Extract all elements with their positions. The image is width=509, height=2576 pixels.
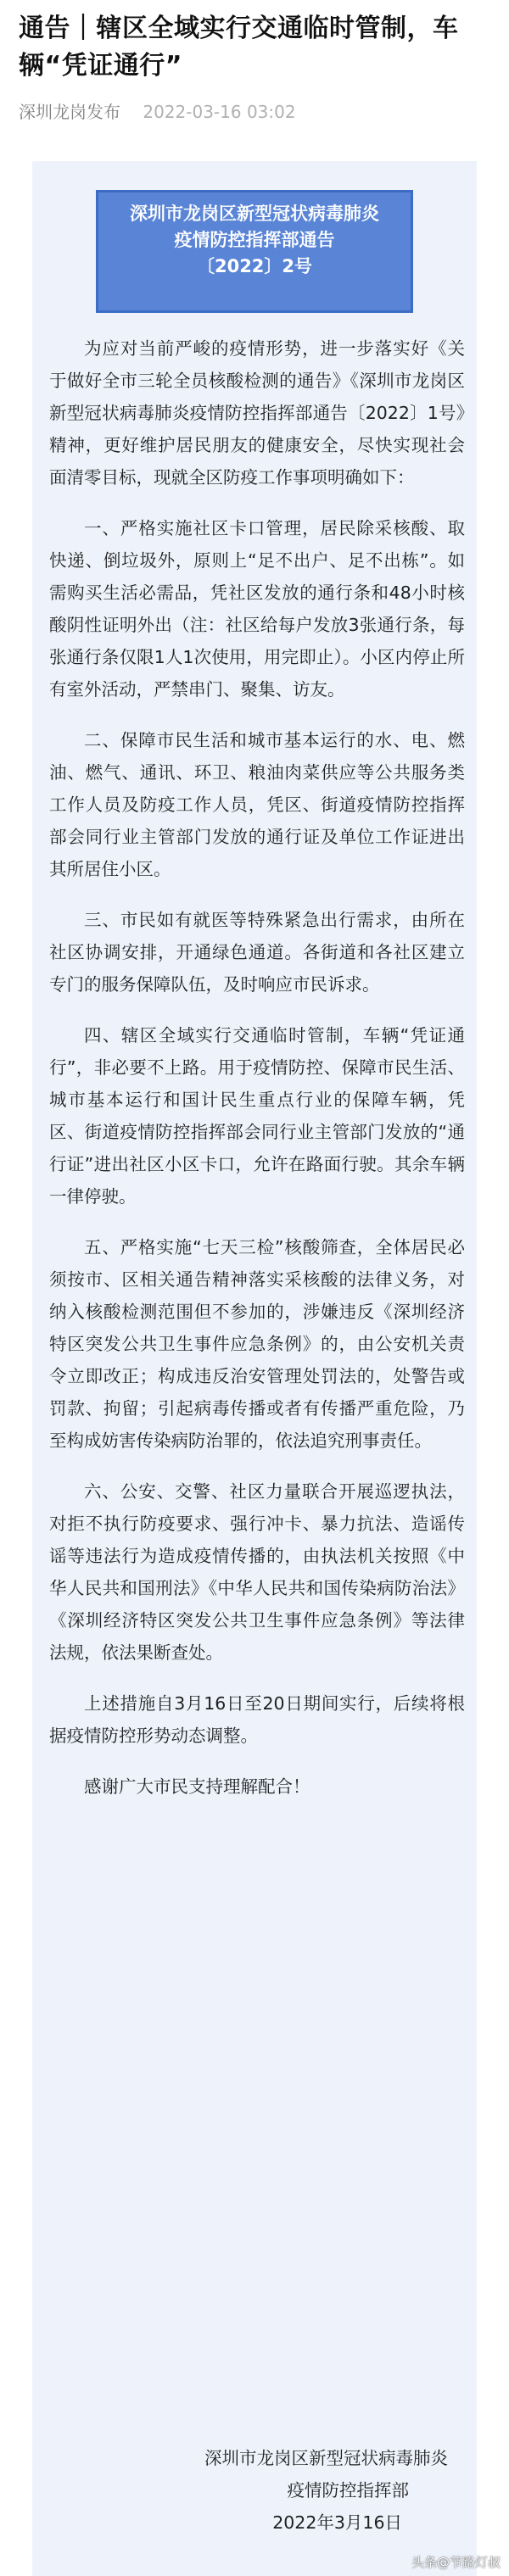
- signature-organization: 深圳市龙岗区新型冠状病毒肺炎: [204, 2448, 448, 2468]
- paragraph-item-6: 六、公安、交警、社区力量联合开展巡逻执法，对拒不执行防疫要求、强行冲卡、暴力抗法、造谣传谣等违法行为造成疫情传播的，由执法机关按照《中华人民共和国刑法》《中华人民共和国传染病防治法》《深圳经济特区突发公共卫生事件应急条例》等法律法规，依法果断查处。: [49, 1481, 465, 1663]
- paragraph-item-3: 三、市民如有就医等特殊紧急出行需求，由所在社区协调安排，开通绿色通道。各街道和各社区建立专门的服务保障队伍，及时响应市民诉求。: [49, 910, 465, 995]
- source-account-link[interactable]: 深圳龙岗发布: [19, 102, 120, 122]
- paragraph-item-2: 二、保障市民生活和城市基本运行的水、电、燃油、燃气、通讯、环卫、粮油肉菜供应等公共服务类工作人员及防疫工作人员，凭区、街道疫情防控指挥部会同行业主管部门发放的通行证及单位工作证进出其所居住小区。: [49, 730, 465, 879]
- watermark: 头条@节路灯叔: [411, 2555, 501, 2570]
- paragraph-duration: 上述措施自3月16日至20日期间实行，后续将根据疫情防控形势动态调整。: [49, 1693, 465, 1746]
- paragraph-intro: 为应对当前严峻的疫情形势，进一步落实好《关于做好全市三轮全员核酸检测的通告》《深圳市龙岗区新型冠状病毒肺炎疫情防控指挥部通告〔2022〕1号》精神，更好维护居民朋友的健康安全，尽快实现社会面清零目标，现就全区防疫工作事项明确如下：: [49, 338, 465, 488]
- signature-date: 2022年3月16日: [272, 2512, 402, 2533]
- paragraph-item-5: 五、严格实施“七天三检”核酸筛查，全体居民必须按市、区相关通告精神落实采核酸的法律义务，对纳入核酸检测范围但不参加的，涉嫌违反《深圳经济特区突发公共卫生事件应急条例》的，由公安机关责令立即改正；构成违反治安管理处罚法的，处警告或罚款、拘留；引起病毒传播或者有传播严重危险，乃至构成妨害传染病防治罪的，依法追究刑事责任。: [49, 1237, 465, 1451]
- article-header: [0, 0, 509, 161]
- paragraph-thanks: 感谢广大市民支持理解配合！: [84, 1776, 310, 1797]
- notice-body: [49, 332, 465, 1821]
- paragraph-item-4: 四、辖区全域实行交通临时管制，车辆“凭证通行”，非必要不上路。用于疫情防控、保障市民生活、城市基本运行和国计民生重点行业的保障车辆，凭区、街道疫情防控指挥部会同行业主管部门发放的“通行证”进出社区小区卡口，允许在路面行驶。其余车辆一律停驶。: [49, 1025, 465, 1207]
- paragraph-item-1: 一、严格实施社区卡口管理，居民除采核酸、取快递、倒垃圾外，原则上“足不出户、足不出栋”。如需购买生活必需品，凭社区发放的通行条和48小时核酸阴性证明外出（注：社区给每户发放3张通行条，每张通行条仅限1人1次使用，用完即止）。小区内停止所有室外活动，严禁串门、聚集、访友。: [49, 518, 465, 700]
- banner-line-1: 深圳市龙岗区新型冠状病毒肺炎: [130, 204, 379, 224]
- notice-title-banner: [96, 190, 413, 313]
- article-meta: [19, 100, 296, 124]
- signature-department: 疫情防控指挥部: [287, 2480, 409, 2501]
- notice-signature: [49, 2442, 465, 2539]
- article-title: 通告｜辖区全域实行交通临时管制，车辆“凭证通行”: [19, 14, 459, 81]
- publish-timestamp: 2022-03-16 03:02: [143, 102, 296, 122]
- banner-line-2: 疫情防控指挥部通告: [174, 230, 335, 250]
- banner-line-3: 〔2022〕2号: [196, 256, 313, 276]
